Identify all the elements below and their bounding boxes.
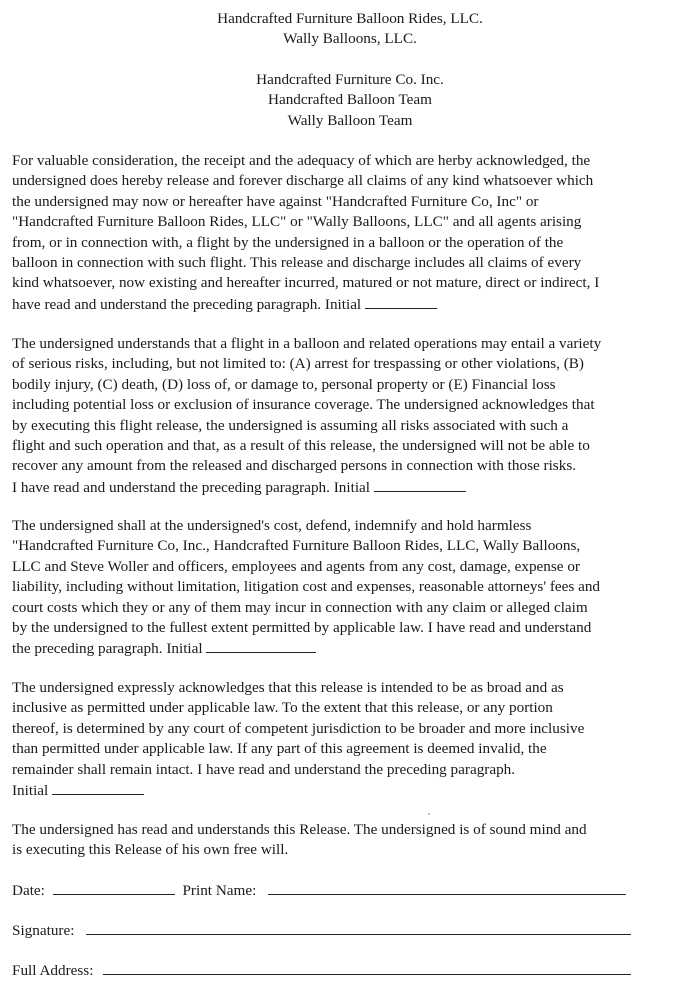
initial-line bbox=[12, 780, 696, 801]
release-paragraph bbox=[12, 151, 696, 315]
paragraph-line: including potential loss or exclusion of insurance coverage. The undersigned acknowledges that bbox=[12, 396, 595, 414]
team-header bbox=[0, 70, 700, 131]
header-line: Wally Balloon Team bbox=[287, 111, 413, 129]
paragraph-line: recover any amount from the released and discharged persons in connection with those risks. bbox=[12, 457, 577, 475]
initial-blank-3[interactable] bbox=[206, 638, 316, 653]
acknowledgement-paragraph bbox=[12, 820, 696, 861]
paragraph-line: The undersigned expressly acknowledges that this release is intended to be as broad and as bbox=[12, 679, 564, 696]
print-name-label: Print Name: bbox=[182, 882, 257, 899]
scope-paragraph bbox=[12, 678, 696, 801]
paragraph-line: kind whatsoever, now existing and hereafter incurred, matured or not mature, direct or indirect, I bbox=[12, 274, 600, 292]
paragraph-line: balloon in connection with such flight. This release and discharge includes all claims of every bbox=[12, 254, 582, 272]
initial-line bbox=[12, 638, 696, 659]
paragraph-line: The undersigned has read and understands this Release. The undersigned is of sound mind and bbox=[12, 821, 587, 838]
paragraph-line: The undersigned understands that a flight in a balloon and related operations may entail a variety bbox=[12, 335, 602, 352]
initial-line bbox=[12, 477, 696, 498]
signature-field[interactable] bbox=[86, 920, 631, 935]
header-line: Handcrafted Balloon Team bbox=[268, 91, 432, 109]
paragraph-line: I have read and understand the preceding paragraph. Initial bbox=[12, 478, 371, 496]
paragraph-line: inclusive as permitted under applicable law. To the extent that this release, or any portion bbox=[12, 699, 553, 717]
paragraph-line: from, or in connection with, a flight by the undersigned in a balloon or the operation of the bbox=[12, 233, 564, 251]
paragraph-line: have read and understand the preceding paragraph. Initial bbox=[12, 295, 362, 313]
paragraph-line: flight and such operation and that, as a result of this release, the undersigned will not be able to bbox=[12, 437, 590, 455]
paragraph-line: Initial bbox=[12, 782, 49, 800]
date-name-row bbox=[12, 880, 626, 901]
paragraph-line: LLC and Steve Woller and officers, employees and agents from any cost, damage, expense or bbox=[12, 557, 580, 575]
paragraph-line: of serious risks, including, but not limited to: (A) arrest for trespassing or other violations, (B) bbox=[12, 355, 584, 373]
paragraph-line: "Handcrafted Furniture Co, Inc., Handcrafted Furniture Balloon Rides, LLC, Wally Balloons, bbox=[12, 537, 581, 555]
paragraph-line: liability, including without limitation, litigation cost and expenses, reasonable attorneys' fees and bbox=[12, 578, 601, 596]
initial-blank-1[interactable] bbox=[365, 294, 437, 309]
print-name-field[interactable] bbox=[268, 880, 626, 895]
paragraph-line: remainder shall remain intact. I have read and understand the preceding paragraph. bbox=[12, 760, 516, 778]
risks-paragraph bbox=[12, 334, 696, 498]
signature-label: Signature: bbox=[12, 922, 75, 939]
paragraph-line: the preceding paragraph. Initial bbox=[12, 640, 203, 658]
paragraph-line: For valuable consideration, the receipt and the adequacy of which are herby acknowledged, the bbox=[12, 152, 591, 169]
paragraph-line: thereof, is determined by any court of competent jurisdiction to be broader and more inclusive bbox=[12, 719, 585, 737]
initial-line bbox=[12, 294, 696, 315]
paragraph-line: by the undersigned to the fullest extent permitted by applicable law. I have read and understand bbox=[12, 619, 592, 637]
paragraph-line: "Handcrafted Furniture Balloon Rides, LLC" or "Wally Balloons, LLC" and all agents arising bbox=[12, 213, 582, 231]
paragraph-line: by executing this flight release, the undersigned is assuming all risks associated with such a bbox=[12, 416, 569, 434]
initial-blank-4[interactable] bbox=[52, 780, 144, 795]
full-address-label: Full Address: bbox=[12, 962, 94, 979]
indemnify-paragraph bbox=[12, 516, 696, 660]
scan-speck bbox=[428, 813, 430, 815]
paragraph-line: than permitted under applicable law. If any part of this agreement is deemed invalid, the bbox=[12, 740, 547, 758]
paragraph-line: court costs which they or any of them may incur in connection with any claim or alleged claim bbox=[12, 598, 588, 616]
paragraph-line: The undersigned shall at the undersigned's cost, defend, indemnify and hold harmless bbox=[12, 517, 532, 534]
paragraph-line: the undersigned may now or hereafter have against "Handcrafted Furniture Co, Inc" or bbox=[12, 192, 539, 210]
paragraph-line: is executing this Release of his own free will. bbox=[12, 841, 289, 859]
date-field[interactable] bbox=[53, 880, 175, 895]
header-line: Wally Balloons, LLC. bbox=[283, 30, 417, 48]
paragraph-line: undersigned does hereby release and forever discharge all claims of any kind whatsoever which bbox=[12, 172, 594, 190]
address-row bbox=[12, 960, 631, 981]
paragraph-line: bodily injury, (C) death, (D) loss of, or damage to, personal property or (E) Financial loss bbox=[12, 375, 556, 393]
date-label: Date: bbox=[12, 882, 45, 899]
full-address-field[interactable] bbox=[103, 960, 631, 975]
initial-blank-2[interactable] bbox=[374, 477, 466, 492]
header-line: Handcrafted Furniture Co. Inc. bbox=[256, 71, 444, 88]
company-header bbox=[0, 9, 700, 50]
header-line: Handcrafted Furniture Balloon Rides, LLC. bbox=[217, 10, 483, 27]
signature-row bbox=[12, 920, 631, 941]
